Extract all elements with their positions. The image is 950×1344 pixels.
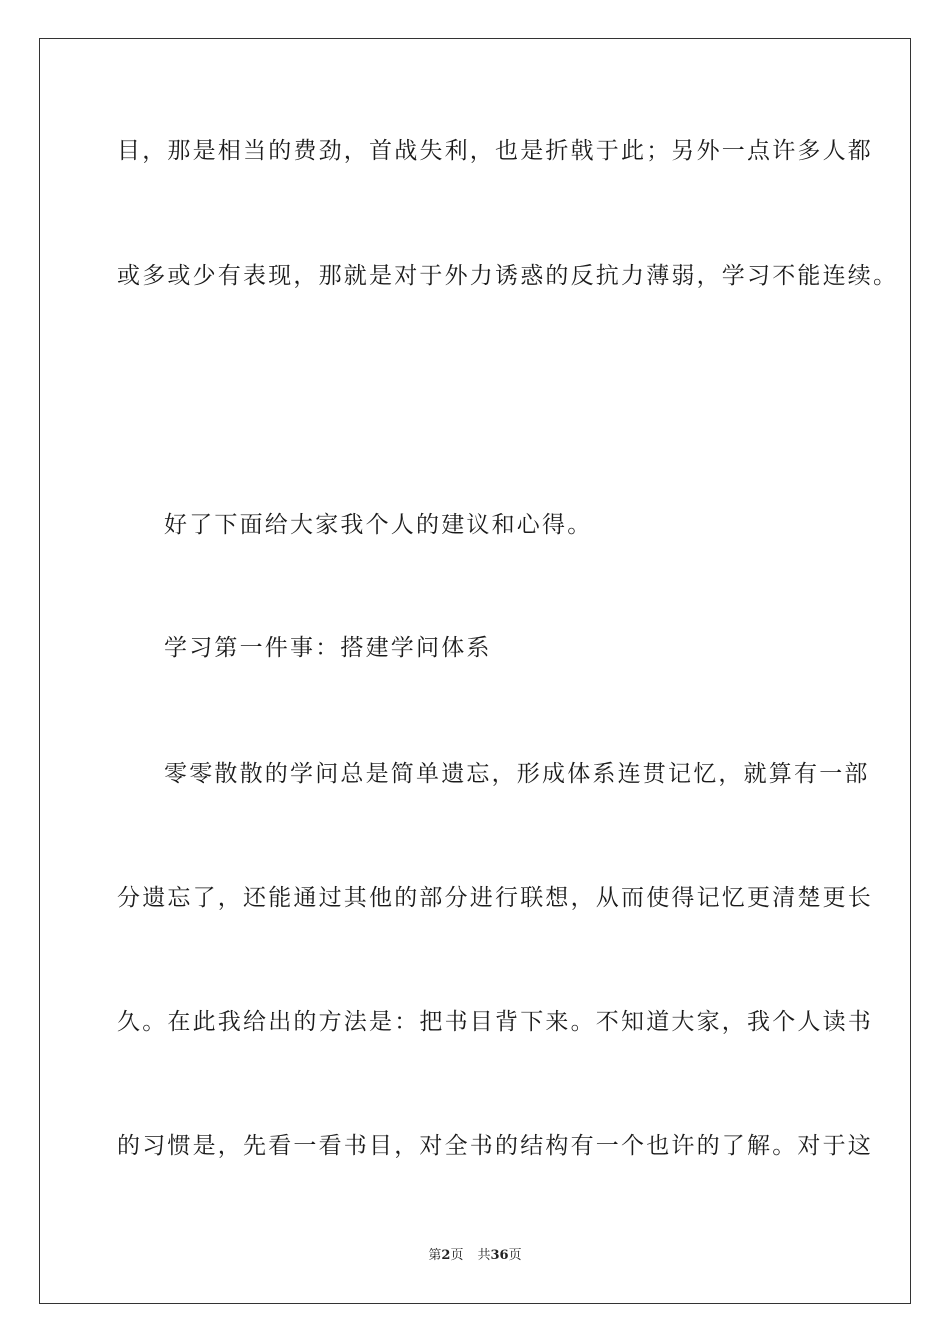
paragraph-line-intro: 好了下面给大家我个人的建议和心得。 <box>164 512 593 538</box>
page-suffix: 页 <box>450 1248 464 1263</box>
body-line-7: 久。在此我给出的方法是：把书目背下来。不知道大家，我个人读书 <box>117 1009 873 1035</box>
total-pages: 36 <box>490 1248 509 1263</box>
total-suffix: 页 <box>508 1248 522 1263</box>
body-line-1: 目，那是相当的费劲，首战失利，也是折戟于此；另外一点许多人都 <box>117 138 873 164</box>
body-line-2: 或多或少有表现，那就是对于外力诱惑的反抗力薄弱，学习不能连续。 <box>117 263 899 289</box>
total-prefix: 共 <box>477 1248 491 1263</box>
body-line-8: 的习惯是，先看一看书目，对全书的结构有一个也许的了解。对于这 <box>117 1133 873 1159</box>
page-prefix: 第 <box>428 1248 442 1263</box>
page-footer <box>0 1247 950 1265</box>
page-number: 2 <box>441 1248 451 1263</box>
body-line-6: 分遗忘了，还能通过其他的部分进行联想，从而使得记忆更清楚更长 <box>117 885 873 911</box>
section-heading: 学习第一件事：搭建学问体系 <box>164 635 492 661</box>
page-border <box>39 38 911 1304</box>
body-line-5: 零零散散的学问总是简单遗忘，形成体系连贯记忆，就算有一部 <box>164 761 870 787</box>
